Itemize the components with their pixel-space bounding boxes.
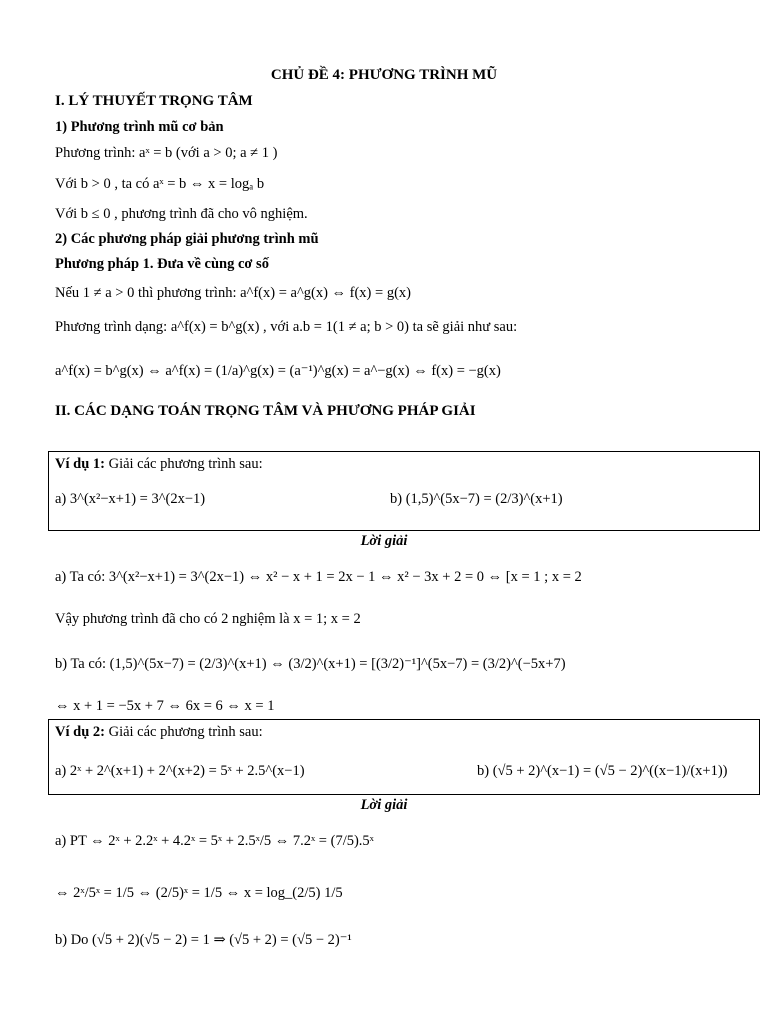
case-b-nonpositive: Với b ≤ 0 , phương trình đã cho vô nghiệm. [55,206,308,222]
example-2-label: Ví dụ 2: [55,724,105,740]
section-heading-problem-types: II. CÁC DẠNG TOÁN TRỌNG TÂM VÀ PHƯƠNG PHÁP GIẢI [55,403,476,419]
subheading-methods: 2) Các phương pháp giải phương trình mũ [55,231,319,247]
page-title: CHỦ ĐỀ 4: PHƯƠNG TRÌNH MŨ [270,67,498,83]
example-1-prompt [55,455,263,473]
section-heading-theory: I. LÝ THUYẾT TRỌNG TÂM [55,93,253,109]
solution-1-part-b: b) Ta có: (1,5)^(5x−7) = (2/3)^(x+1) ⇔ (3/2)^(x+1) = [(3/2)⁻¹]^(5x−7) = (3/2)^(−5x+7) [55,656,566,672]
transformation-formula: a^f(x) = b^g(x) ⇔ a^f(x) = (1/a)^g(x) = (a⁻¹)^g(x) = a^−g(x) ⇔ f(x) = −g(x) [55,363,501,379]
solution-2-part-a: a) PT ⇔ 2ˣ + 2.2ˣ + 4.2ˣ = 5ˣ + 2.5ˣ/5 ⇔ 7.2ˣ = (7/5).5ˣ [55,833,374,849]
example-2-part-a: a) 2ˣ + 2^(x+1) + 2^(x+2) = 5ˣ + 2.5^(x−1) [55,763,305,779]
solution-1-part-b-result: ⇔ x + 1 = −5x + 7 ⇔ 6x = 6 ⇔ x = 1 [55,698,275,714]
solution-1-heading: Lời giải [360,533,408,549]
case-b-positive: Với b > 0 , ta có aˣ = b ⇔ x = logₐ b [55,176,265,192]
solution-1-conclusion: Vậy phương trình đã cho có 2 nghiệm là x = 1; x = 2 [55,611,361,627]
solution-2-part-b: b) Do (√5 + 2)(√5 − 2) = 1 ⇒ (√5 + 2) = (√5 − 2)⁻¹ [55,932,352,948]
example-2-part-b: b) (√5 + 2)^(x−1) = (√5 − 2)^((x−1)/(x+1)) [477,763,728,779]
subheading-basic-equation: 1) Phương trình mũ cơ bản [55,119,224,135]
example-1-label: Ví dụ 1: [55,456,105,472]
equation-form-line: Phương trình dạng: a^f(x) = b^g(x) , với a.b = 1(1 ≠ a; b > 0) ta sẽ giải như sau: [55,319,518,335]
equation-definition: Phương trình: aˣ = b (với a > 0; a ≠ 1 ) [55,145,278,161]
method-1-heading: Phương pháp 1. Đưa về cùng cơ số [55,256,269,272]
solution-2-heading: Lời giải [360,797,408,813]
example-1-part-a: a) 3^(x²−x+1) = 3^(2x−1) [55,491,206,507]
same-base-condition: Nếu 1 ≠ a > 0 thì phương trình: a^f(x) = a^g(x) ⇔ f(x) = g(x) [55,285,411,301]
solution-1-part-a: a) Ta có: 3^(x²−x+1) = 3^(2x−1) ⇔ x² − x + 1 = 2x − 1 ⇔ x² − 3x + 2 = 0 ⇔ [x = 1 ; x = 2 [55,569,582,585]
solution-2-part-a-result: ⇔ 2ˣ/5ˣ = 1/5 ⇔ (2/5)ˣ = 1/5 ⇔ x = log_(2/5) 1/5 [55,885,343,901]
example-2-prompt [55,723,263,741]
example-2-instruction: Giải các phương trình sau: [108,724,263,740]
example-1-instruction: Giải các phương trình sau: [108,456,263,472]
example-1-part-b: b) (1,5)^(5x−7) = (2/3)^(x+1) [390,491,563,507]
